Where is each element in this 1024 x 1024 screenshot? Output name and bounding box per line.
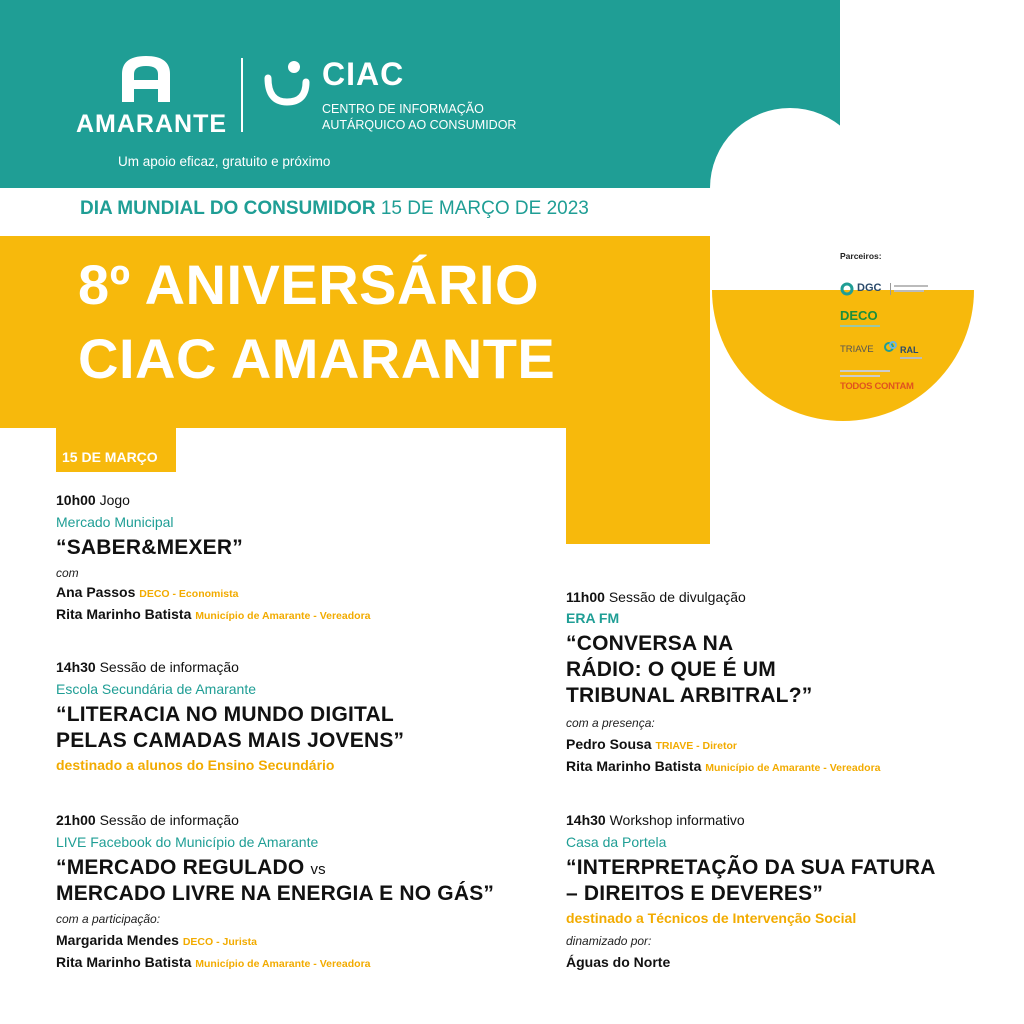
ciac-wordmark: CIAC (322, 56, 405, 92)
partner-logo-deco (840, 308, 920, 330)
partner-logo-triave-ral (840, 340, 940, 366)
day1-event2-place: Escola Secundária de Amarante (56, 681, 257, 697)
day1-event2-time: 14h30 (56, 659, 96, 675)
dgc-icon (840, 282, 854, 296)
day2-event1-title-3: TRIBUNAL ARBITRAL?” (566, 684, 813, 707)
deco-text: DECO (840, 308, 878, 323)
day2-event1-title-1: “CONVERSA NA (566, 632, 734, 655)
person-name: Margarida Mendes (56, 932, 179, 948)
amarante-logo (76, 52, 228, 142)
day2-event1-time: 11h00 (566, 589, 605, 605)
partner-logo-dgc (840, 280, 940, 300)
ciac-subtitle-1: CENTRO DE INFORMAÇÃO (322, 102, 484, 116)
day1-event3-title-1 (56, 856, 326, 880)
day2-date-label: 16 DE MARÇO (570, 545, 666, 561)
day1-event2-audience: destinado a alunos do Ensino Secundário (56, 757, 335, 773)
day1-event1-intro: com (56, 566, 79, 580)
title-vs: vs (310, 861, 326, 878)
day2-event2-host: Águas do Norte (566, 954, 671, 970)
day2-event1-person1 (566, 736, 737, 752)
day1-event3-place: LIVE Facebook do Município de Amarante (56, 834, 319, 850)
day2-event1-type: Sessão de divulgação (608, 589, 746, 605)
day2-event2-time-type (566, 812, 745, 828)
yellow-column (566, 300, 710, 544)
person-name: Pedro Sousa (566, 736, 652, 752)
day2-event2-time: 14h30 (566, 812, 606, 828)
day1-event3-person2 (56, 954, 371, 970)
day1-event1-time-type (56, 492, 130, 508)
day2-event2-place: Casa da Portela (566, 834, 667, 850)
ciac-logo (264, 58, 544, 138)
partners-label: Parceiros: (840, 251, 882, 261)
header-teal-curve (710, 108, 870, 268)
day1-event1-time: 10h00 (56, 492, 96, 508)
day2-event1-person2 (566, 758, 881, 774)
day1-event3-title-2: MERCADO LIVRE NA ENERGIA E NO GÁS” (56, 882, 495, 905)
person-role: DECO - Economista (139, 588, 239, 600)
ciac-smile-icon (264, 60, 310, 106)
tagline: Um apoio eficaz, gratuito e próximo (118, 154, 331, 169)
day2-event1-intro: com a presença: (566, 716, 655, 730)
triave-text: TRIAVE (840, 344, 874, 355)
person-name: Ana Passos (56, 584, 136, 600)
person-name: Rita Marinho Batista (566, 758, 702, 774)
banner-event: DIA MUNDIAL DO CONSUMIDOR (80, 198, 376, 219)
banner-date: 15 DE MARÇO DE 2023 (380, 198, 589, 219)
header-teal-extension (700, 0, 840, 108)
title-main: “MERCADO REGULADO (56, 856, 305, 879)
person-name: Rita Marinho Batista (56, 954, 192, 970)
day1-event1-person1 (56, 584, 238, 600)
amarante-wordmark: AMARANTE (76, 110, 228, 138)
day2-event1-time-type (566, 589, 746, 605)
day2-event2-type: Workshop informativo (609, 812, 745, 828)
day2-event2-title-2: – DIREITOS E DEVERES” (566, 882, 824, 905)
ciac-subtitle-2: AUTÁRQUICO AO CONSUMIDOR (322, 118, 517, 132)
ral-text: RAL (900, 345, 919, 355)
partner-logo-todos-contam (840, 370, 930, 396)
header-divider (241, 58, 243, 132)
day1-event2-title-1: “LITERACIA NO MUNDO DIGITAL (56, 703, 394, 726)
title-line-1: 8º ANIVERSÁRIO (78, 253, 540, 316)
day2-event2-intro: dinamizado por: (566, 934, 652, 948)
person-role: Município de Amarante - Vereadora (195, 958, 371, 970)
day2-event2-title-1: “INTERPRETAÇÃO DA SUA FATURA (566, 856, 936, 879)
day1-event3-person1 (56, 932, 257, 948)
person-role: Município de Amarante - Vereadora (705, 762, 881, 774)
person-role: DECO - Jurista (182, 936, 257, 948)
person-name: Rita Marinho Batista (56, 606, 192, 622)
person-role: TRIAVE - Diretor (655, 740, 737, 752)
day1-event2-title-2: PELAS CAMADAS MAIS JOVENS” (56, 729, 405, 752)
day1-event2-type: Sessão de informação (99, 659, 239, 675)
dgc-text: DGC (857, 282, 882, 294)
day2-event2-audience: destinado a Técnicos de Intervenção Social (566, 910, 857, 926)
ral-icon (884, 340, 898, 354)
day1-event3-intro: com a participação: (56, 912, 161, 926)
person-role: Município de Amarante - Vereadora (195, 610, 371, 622)
day1-event3-time-type (56, 812, 239, 828)
day1-event1-title: “SABER&MEXER” (56, 536, 243, 559)
title-line-2: CIAC AMARANTE (78, 327, 556, 390)
day1-event3-time: 21h00 (56, 812, 96, 828)
amarante-a-icon (116, 52, 176, 104)
day2-event1-title-2: RÁDIO: O QUE É UM (566, 658, 776, 681)
day1-event2-time-type (56, 659, 239, 675)
day1-event1-type: Jogo (99, 492, 130, 508)
day1-event1-person2 (56, 606, 371, 622)
todos-contam-text: TODOS CONTAM (840, 381, 914, 392)
banner (80, 198, 589, 220)
day1-date-label: 15 DE MARÇO (62, 449, 158, 465)
day2-event1-place: ERA FM (566, 610, 620, 626)
day1-event3-type: Sessão de informação (99, 812, 239, 828)
day1-event1-place: Mercado Municipal (56, 514, 174, 530)
